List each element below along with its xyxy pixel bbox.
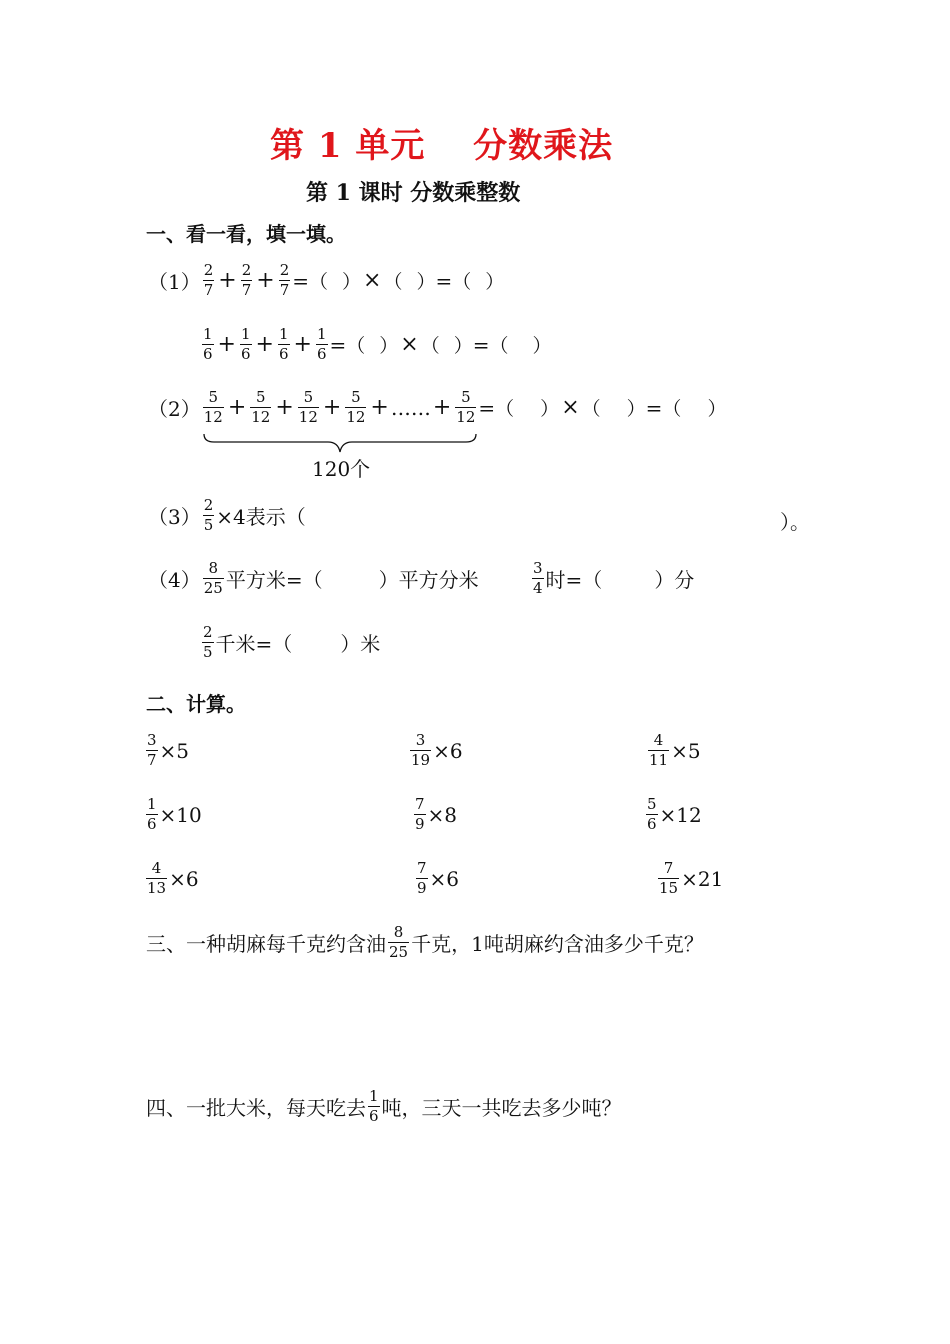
times-sign: × [363, 268, 382, 293]
denominator: 6 [316, 345, 327, 363]
numerator: 3 [147, 731, 157, 749]
numerator: 4 [653, 731, 664, 749]
multiplier: ×10 [159, 802, 202, 827]
area-unit-text: 平方米=（ [225, 568, 323, 592]
numerator: 2 [203, 496, 214, 514]
denominator: 4 [533, 579, 543, 597]
denominator: 25 [203, 579, 223, 597]
section-4-tail: 吨，三天一共吃去多少吨？ [381, 1096, 622, 1120]
fraction [646, 796, 658, 833]
question-label: （2） [148, 397, 201, 421]
equals-sign: = [292, 268, 310, 293]
multiplier: ×5 [671, 738, 701, 763]
fraction [240, 326, 252, 363]
km-tail-text: ）米 [340, 632, 381, 656]
numerator: 5 [256, 388, 266, 406]
open-paren: （ [581, 398, 601, 420]
numerator: 2 [279, 261, 290, 279]
lesson-subtitle: 第 1 课时 分数乘整数 [306, 180, 521, 206]
calc-item [408, 732, 463, 769]
question-4-hour [530, 560, 694, 597]
close-paren: ） [416, 271, 436, 293]
equals-sign: = [329, 332, 347, 357]
denominator: 9 [415, 815, 425, 833]
denominator: 12 [298, 408, 318, 426]
denominator: 19 [411, 751, 431, 769]
fraction [648, 732, 669, 769]
numerator: 4 [151, 859, 162, 877]
multiplier: ×6 [433, 738, 463, 763]
numerator: 5 [461, 388, 471, 406]
open-paren: （ [346, 335, 366, 357]
equals-sign: = [435, 268, 453, 293]
fraction [241, 262, 253, 299]
question-2 [148, 389, 726, 426]
fraction [202, 624, 214, 661]
open-paren: （ [452, 271, 472, 293]
area-tail-text: ）平方分米 [378, 568, 479, 592]
plus-sign: + [256, 268, 275, 293]
numerator: 7 [417, 859, 427, 877]
plus-sign: + [322, 395, 342, 420]
denominator: 12 [346, 408, 366, 426]
fraction [203, 389, 224, 426]
fraction [345, 389, 366, 426]
open-paren: （ [383, 271, 403, 293]
denominator: 12 [203, 408, 223, 426]
calc-item [656, 860, 723, 897]
denominator: 11 [649, 751, 669, 769]
numerator: 7 [663, 859, 674, 877]
curly-brace-icon [200, 432, 480, 454]
numerator: 5 [208, 388, 219, 406]
question-3-close: ）。 [780, 510, 810, 534]
calc-item [144, 796, 202, 833]
denominator: 6 [647, 815, 657, 833]
numerator: 1 [147, 795, 157, 813]
fraction [455, 389, 476, 426]
fraction [410, 732, 431, 769]
close-paren: ） [532, 335, 552, 357]
numerator: 1 [278, 325, 289, 343]
close-paren: ） [485, 271, 505, 293]
fraction [250, 389, 271, 426]
numerator: 7 [415, 795, 425, 813]
close-paren: ） [707, 398, 727, 420]
numerator: 2 [203, 261, 214, 279]
question-label: （4） [148, 568, 201, 592]
section-3-text: 三、一种胡麻每千克约含油 [146, 932, 386, 956]
fraction [202, 326, 214, 363]
open-paren: （ [420, 335, 440, 357]
plus-sign: + [432, 395, 452, 420]
denominator: 6 [240, 345, 251, 363]
close-paren: ） [342, 271, 362, 293]
section-1-heading: 一、看一看，填一填。 [146, 222, 346, 246]
numerator: 8 [208, 559, 219, 577]
multiplier: ×12 [659, 802, 702, 827]
section-3-question [146, 924, 704, 961]
numerator: 1 [316, 325, 327, 343]
multiplier: ×21 [681, 866, 724, 891]
numerator: 5 [647, 795, 657, 813]
denominator: 7 [203, 281, 214, 299]
denominator: 9 [417, 879, 427, 897]
denominator: 25 [389, 943, 409, 961]
denominator: 7 [147, 751, 157, 769]
brace-count-label: 120个 [312, 457, 371, 481]
fraction [146, 860, 167, 897]
hour-unit-text: 时=（ [545, 568, 603, 592]
equals-sign: = [645, 395, 663, 420]
fraction [532, 560, 544, 597]
denominator: 13 [147, 879, 167, 897]
plus-sign: + [227, 395, 247, 420]
numerator: 5 [351, 388, 361, 406]
section-4-text: 四、一批大米，每天吃去 [146, 1096, 366, 1120]
multiplier: ×6 [169, 866, 199, 891]
numerator: 5 [303, 388, 314, 406]
calc-item [414, 860, 459, 897]
fraction [316, 326, 328, 363]
question-3-text: ×4表示（ [216, 505, 306, 529]
close-paren: ） [540, 398, 560, 420]
denominator: 6 [147, 815, 157, 833]
ellipsis: …… [390, 395, 431, 420]
open-paren: （ [495, 398, 515, 420]
km-unit-text: 千米=（ [215, 632, 293, 656]
fraction [146, 796, 158, 833]
numerator: 3 [415, 731, 426, 749]
fraction [414, 796, 426, 833]
section-4-question [146, 1088, 622, 1125]
page-title: 第 1 单元 分数乘法 [270, 126, 614, 166]
question-4-line-1 [148, 560, 479, 597]
times-sign: × [561, 395, 580, 420]
denominator: 6 [278, 345, 289, 363]
denominator: 5 [203, 643, 213, 661]
plus-sign: + [275, 395, 294, 420]
fraction [388, 924, 409, 961]
denominator: 12 [251, 408, 271, 426]
calc-item [144, 732, 189, 769]
fraction [278, 326, 290, 363]
numerator: 1 [203, 325, 213, 343]
plus-sign: + [370, 395, 389, 420]
multiplier: ×8 [427, 802, 458, 827]
denominator: 12 [456, 408, 476, 426]
calc-item [412, 796, 457, 833]
equals-sign: = [472, 332, 490, 357]
denominator: 15 [659, 879, 679, 897]
plus-sign: + [217, 332, 236, 357]
hour-tail-text: ）分 [654, 568, 695, 592]
question-1-line-1 [148, 262, 504, 299]
fraction [203, 560, 224, 597]
denominator: 5 [203, 516, 214, 534]
fraction [368, 1088, 380, 1125]
calc-item [646, 732, 701, 769]
close-paren: ） [379, 335, 399, 357]
equals-sign: = [478, 395, 496, 420]
question-1-line-2 [200, 326, 552, 363]
open-paren: （ [662, 398, 682, 420]
calc-item [644, 796, 702, 833]
times-sign: × [400, 332, 419, 357]
denominator: 7 [241, 281, 252, 299]
close-paren: ） [626, 398, 646, 420]
numerator: 1 [240, 325, 251, 343]
numerator: 2 [241, 261, 252, 279]
close-paren: ） [453, 335, 473, 357]
fraction [658, 860, 679, 897]
question-4-line-2 [200, 624, 380, 661]
section-2-heading: 二、计算。 [146, 692, 246, 716]
fraction [298, 389, 319, 426]
section-3-tail: 千克，1吨胡麻约含油多少千克？ [411, 932, 704, 956]
fraction [203, 497, 215, 534]
fraction [203, 262, 215, 299]
question-label: （3） [148, 505, 201, 529]
numerator: 8 [393, 923, 404, 941]
fraction [146, 732, 158, 769]
plus-sign: + [255, 332, 274, 357]
numerator: 1 [369, 1087, 379, 1105]
multiplier: ×5 [159, 738, 190, 763]
multiplier: ×6 [429, 866, 460, 891]
denominator: 6 [369, 1107, 379, 1125]
numerator: 2 [203, 623, 213, 641]
plus-sign: + [293, 332, 312, 357]
question-label: （1） [148, 270, 201, 294]
question-3 [148, 497, 306, 534]
fraction [416, 860, 428, 897]
open-paren: （ [309, 271, 329, 293]
denominator: 6 [203, 345, 213, 363]
open-paren: （ [489, 335, 509, 357]
denominator: 7 [279, 281, 290, 299]
fraction [279, 262, 291, 299]
numerator: 3 [533, 559, 543, 577]
plus-sign: + [218, 268, 237, 293]
calc-item [144, 860, 199, 897]
